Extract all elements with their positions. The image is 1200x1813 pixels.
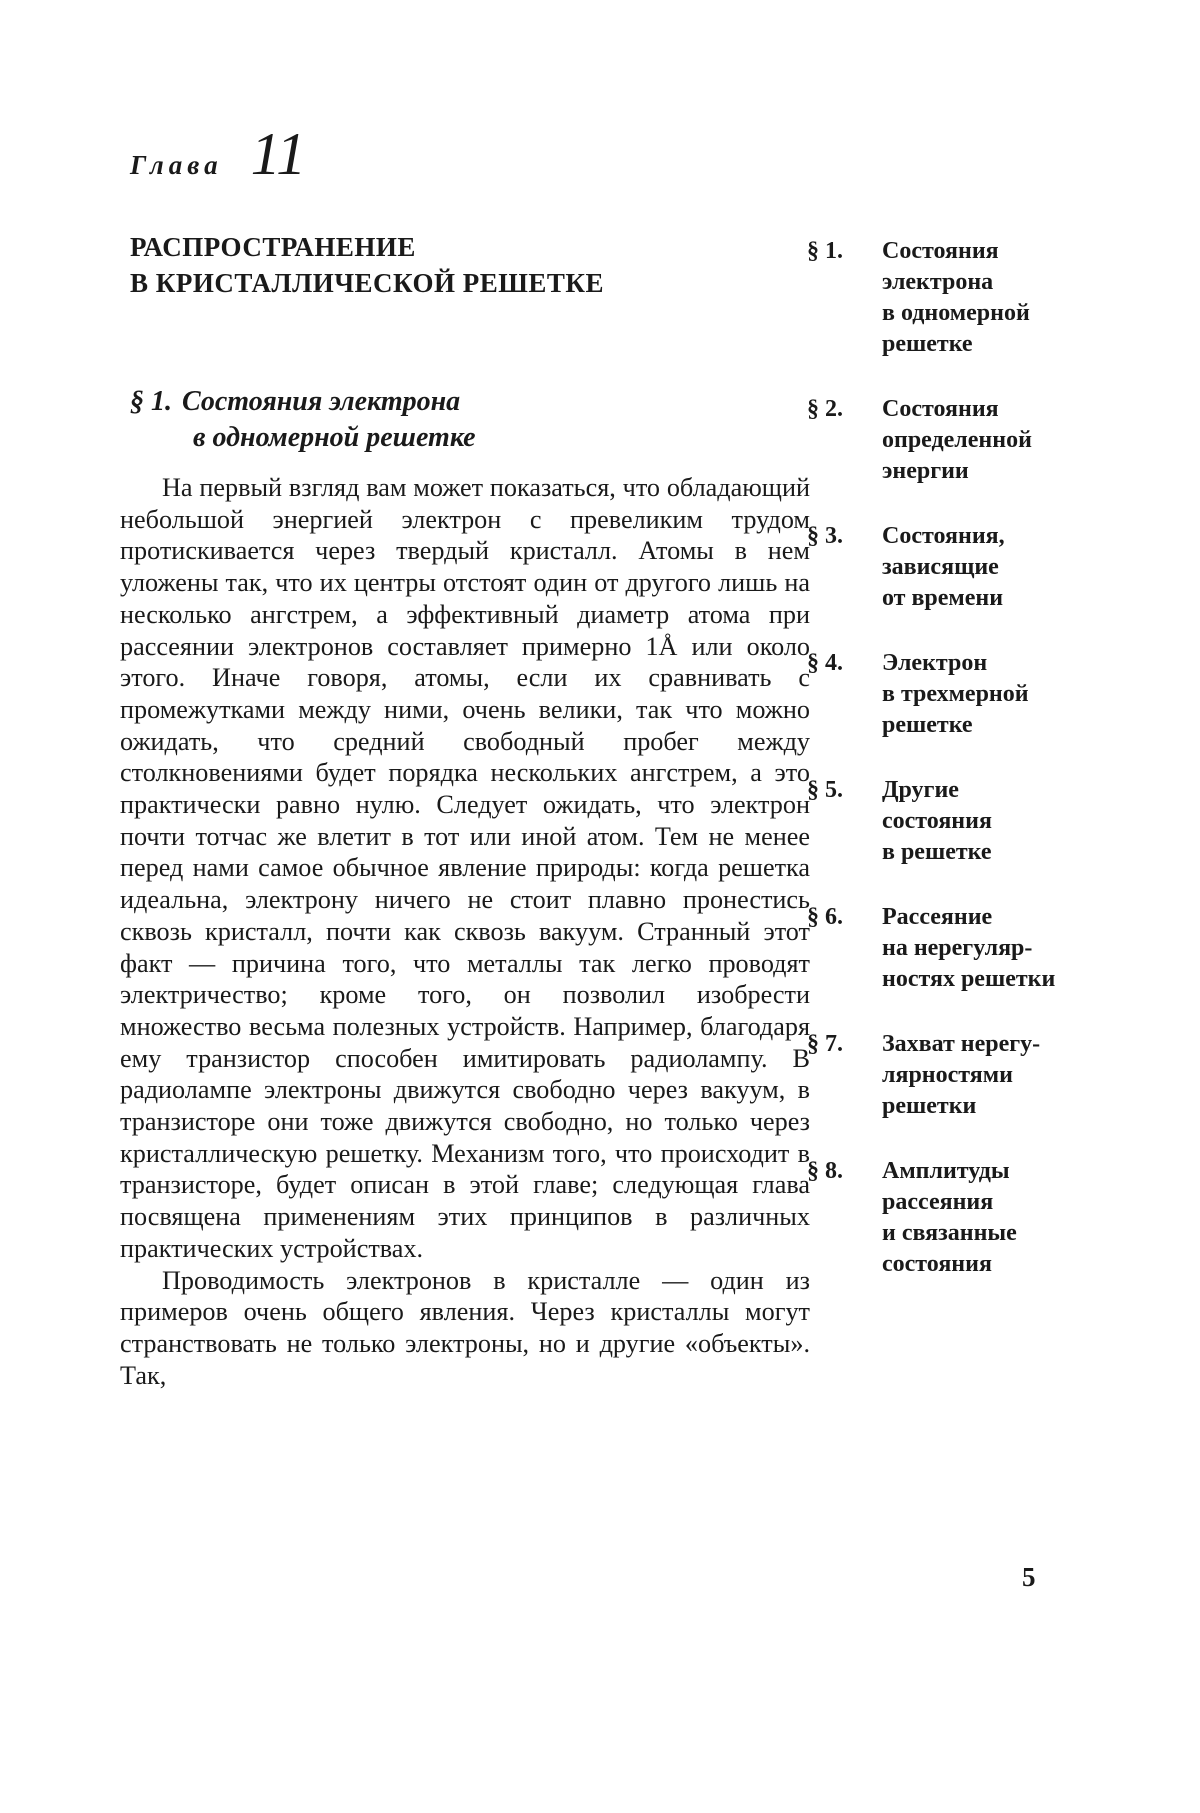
toc-item (807, 648, 1147, 741)
toc-marker: § 2. (807, 396, 843, 422)
toc-label: Состояния электрона в одномерной решетке (882, 238, 1030, 357)
toc-marker: § 4. (807, 650, 843, 676)
toc-item (807, 902, 1147, 995)
toc-item (807, 775, 1147, 868)
section-title-part: Состояния электрона (182, 386, 461, 417)
toc-item (807, 1029, 1147, 1122)
chapter-heading (130, 120, 306, 189)
toc-label: Другие состояния в решетке (882, 777, 992, 865)
toc-label: Рассеяние на нерегуляр- ностях решетки (882, 904, 1056, 992)
toc-marker: § 7. (807, 1031, 843, 1057)
toc-marker: § 5. (807, 777, 843, 803)
toc-marker: § 6. (807, 904, 843, 930)
toc-marker: § 8. (807, 1158, 843, 1184)
section-number: § 1. (130, 386, 172, 417)
page-number: 5 (1022, 1562, 1036, 1592)
chapter-title-line: РАСПРОСТРАНЕНИЕ (130, 232, 416, 262)
chapter-title-line: В КРИСТАЛЛИЧЕСКОЙ РЕШЕТКЕ (130, 268, 604, 298)
toc-item (807, 394, 1147, 487)
paragraph: Проводимость электронов в кристалле — один из примеров очень общего явления. Через кристаллы могут странствовать не только электроны, но и другие «объекты». Так, (120, 1265, 810, 1390)
toc-item (807, 1156, 1147, 1280)
paragraph: На первый взгляд вам может показаться, что обладающий небольшой энергией электрон с превеликим трудом протискивается через твердый кристалл. Атомы в нем уложены так, что их центры отстоят один от другого лишь на несколько ангстрем, а эффективный диаметр атома при рассеянии электронов составляет примерно 1Å или около этого. Иначе говоря, атомы, если их сравнивать с промежутками между ними, очень велики, так что можно ожидать, что средний свободный пробег между столкновениями будет порядка нескольких ангстрем, а это практически равно нулю. Следует ожидать, что электрон почти тотчас же влетит в тот или иной атом. Тем не менее перед нами самое обычное явление природы: когда решетка идеальна, электрону ничего не стоит плавно пронестись сквозь кристалл, почти как сквозь вакуум. Странный этот факт — причина того, что металлы так легко проводят электричество; кроме того, он позволил изобрести множество весьма полезных устройств. Например, благодаря ему транзистор способен имитировать радиолампу. В радиолампе электроны движутся свободно через вакуум, в транзисторе они тоже движутся свободно, но только через кристаллическую решетку. Механизм того, что происходит в транзисторе, будет описан в этой главе; следующая глава посвящена применениям этих принципов в различных практических устройствах. (120, 473, 810, 1263)
toc-label: Состояния, зависящие от времени (882, 523, 1005, 611)
section-title-part: в одномерной решетке (193, 422, 476, 453)
toc-marker: § 3. (807, 523, 843, 549)
toc-item (807, 236, 1147, 360)
section-heading (130, 384, 810, 456)
chapter-title (130, 229, 604, 301)
chapter-number: 11 (250, 121, 307, 187)
toc-label: Электрон в трехмерной решетке (882, 650, 1029, 738)
toc-label: Амплитуды рассеяния и связанные состояния (882, 1158, 1017, 1277)
body-text (120, 472, 810, 1391)
toc-label: Состояния определенной энергии (882, 396, 1032, 484)
toc-label: Захват нерегу- лярностями решетки (882, 1031, 1041, 1119)
chapter-word: Глава (130, 150, 223, 180)
toc-item (807, 521, 1147, 614)
toc-marker: § 1. (807, 238, 843, 264)
section-heading-line (130, 384, 810, 420)
